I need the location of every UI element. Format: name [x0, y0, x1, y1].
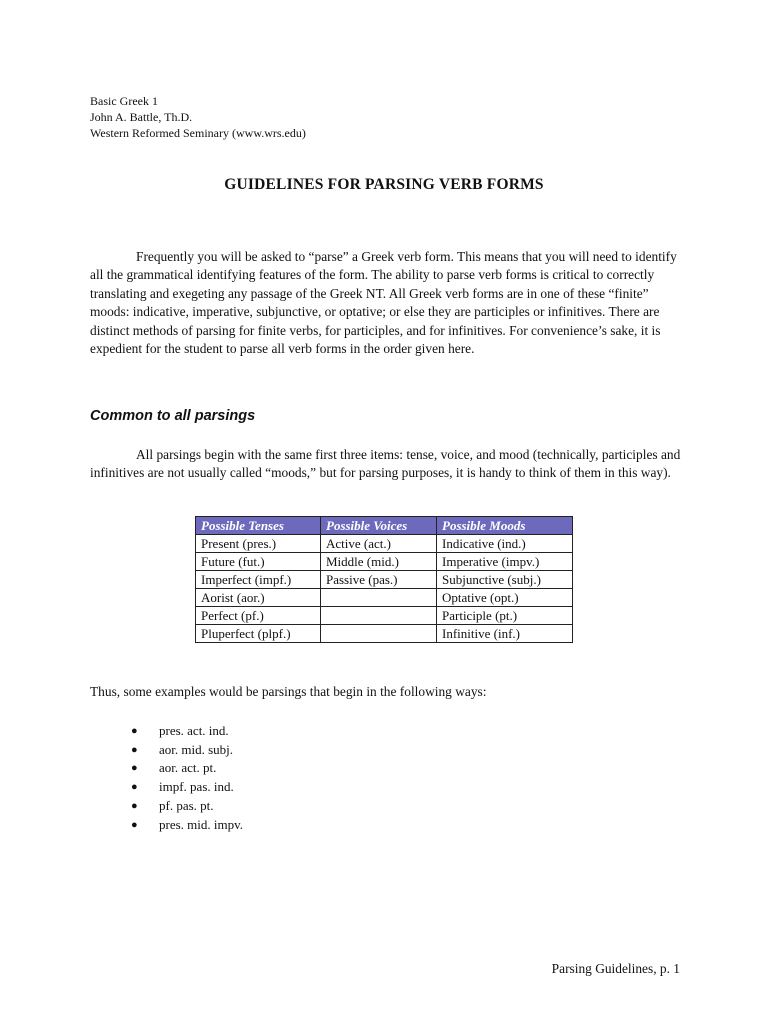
list-item [90, 741, 243, 760]
table-cell: Pluperfect (plpf.) [196, 625, 321, 643]
header-moods: Possible Moods [437, 517, 573, 535]
page-footer: Parsing Guidelines, p. 1 [551, 961, 680, 976]
table-cell: Subjunctive (subj.) [437, 571, 573, 589]
table-row [196, 625, 573, 643]
table-cell: Present (pres.) [196, 535, 321, 553]
table-cell: Middle (mid.) [321, 553, 437, 571]
list-item [90, 722, 243, 741]
table-cell: Imperative (impv.) [437, 553, 573, 571]
bullet-icon: ● [131, 799, 138, 812]
bullet-icon: ● [131, 762, 138, 775]
table-cell [321, 607, 437, 625]
table-cell [321, 625, 437, 643]
header-tenses: Possible Tenses [196, 517, 321, 535]
bullet-icon: ● [131, 818, 138, 831]
examples-intro: Thus, some examples would be parsings that begin in the following ways: [90, 684, 487, 699]
table-cell: Imperfect (impf.) [196, 571, 321, 589]
intro-paragraph: Frequently you will be asked to “parse” a Greek verb form. This means that you will need to identify all the grammatical identifying features of the form. The ability to parse verb forms is critical to correctly translating and exegeting any passage of the Greek NT. All Greek verb forms are in one of these “finite” moods: indicative, imperative, subjunctive, or optative; or else they are participles or infinitives. There are distinct methods of parsing for finite verbs, for participles, and for infinitives. For convenience’s sake, it is expedient for the student to parse all verb forms in the order given here. [90, 249, 677, 357]
example-text: aor. act. pt. [159, 760, 217, 776]
list-item [90, 778, 243, 797]
common-paragraph: All parsings begin with the same first three items: tense, voice, and mood (technically, participles and infinitives are not usually called “moods,” but for parsing purposes, it is handy to think of them in this way). [90, 447, 681, 481]
table-row [196, 607, 573, 625]
example-text: impf. pas. ind. [159, 779, 234, 795]
page-title: GUIDELINES FOR PARSING VERB FORMS [224, 176, 544, 193]
table-row [196, 571, 573, 589]
list-item [90, 759, 243, 778]
example-text: pres. act. ind. [159, 723, 229, 738]
course-line: Basic Greek 1 [90, 94, 158, 108]
author-line: John A. Battle, Th.D. [90, 110, 193, 124]
document-header [90, 93, 306, 141]
parsing-table [195, 516, 573, 643]
example-text: pres. mid. impv. [159, 816, 244, 832]
table-cell: Aorist (aor.) [196, 589, 321, 607]
table-row [196, 589, 573, 607]
table-cell: Optative (opt.) [437, 589, 573, 607]
bullet-icon: ● [131, 725, 138, 737]
table-cell: Perfect (pf.) [196, 607, 321, 625]
example-text: pf. pas. pt. [159, 797, 214, 813]
table-cell: Infinitive (inf.) [437, 625, 573, 643]
bullet-icon: ● [131, 781, 138, 794]
table-cell [321, 589, 437, 607]
table-cell: Future (fut.) [196, 553, 321, 571]
example-text: aor. mid. subj. [159, 741, 234, 757]
examples-list [90, 722, 243, 834]
list-item [90, 797, 243, 816]
table-cell: Active (act.) [321, 535, 437, 553]
table-row [196, 553, 573, 571]
list-item [90, 816, 243, 835]
header-voices: Possible Voices [321, 517, 437, 535]
table-cell: Indicative (ind.) [437, 535, 573, 553]
institution-line: Western Reformed Seminary (www.wrs.edu) [90, 126, 306, 140]
table-cell: Passive (pas.) [321, 571, 437, 589]
bullet-icon: ● [131, 743, 138, 756]
table-header-row [196, 517, 573, 535]
section-heading: Common to all parsings [90, 408, 256, 424]
table-row [196, 535, 573, 553]
table-cell: Participle (pt.) [437, 607, 573, 625]
